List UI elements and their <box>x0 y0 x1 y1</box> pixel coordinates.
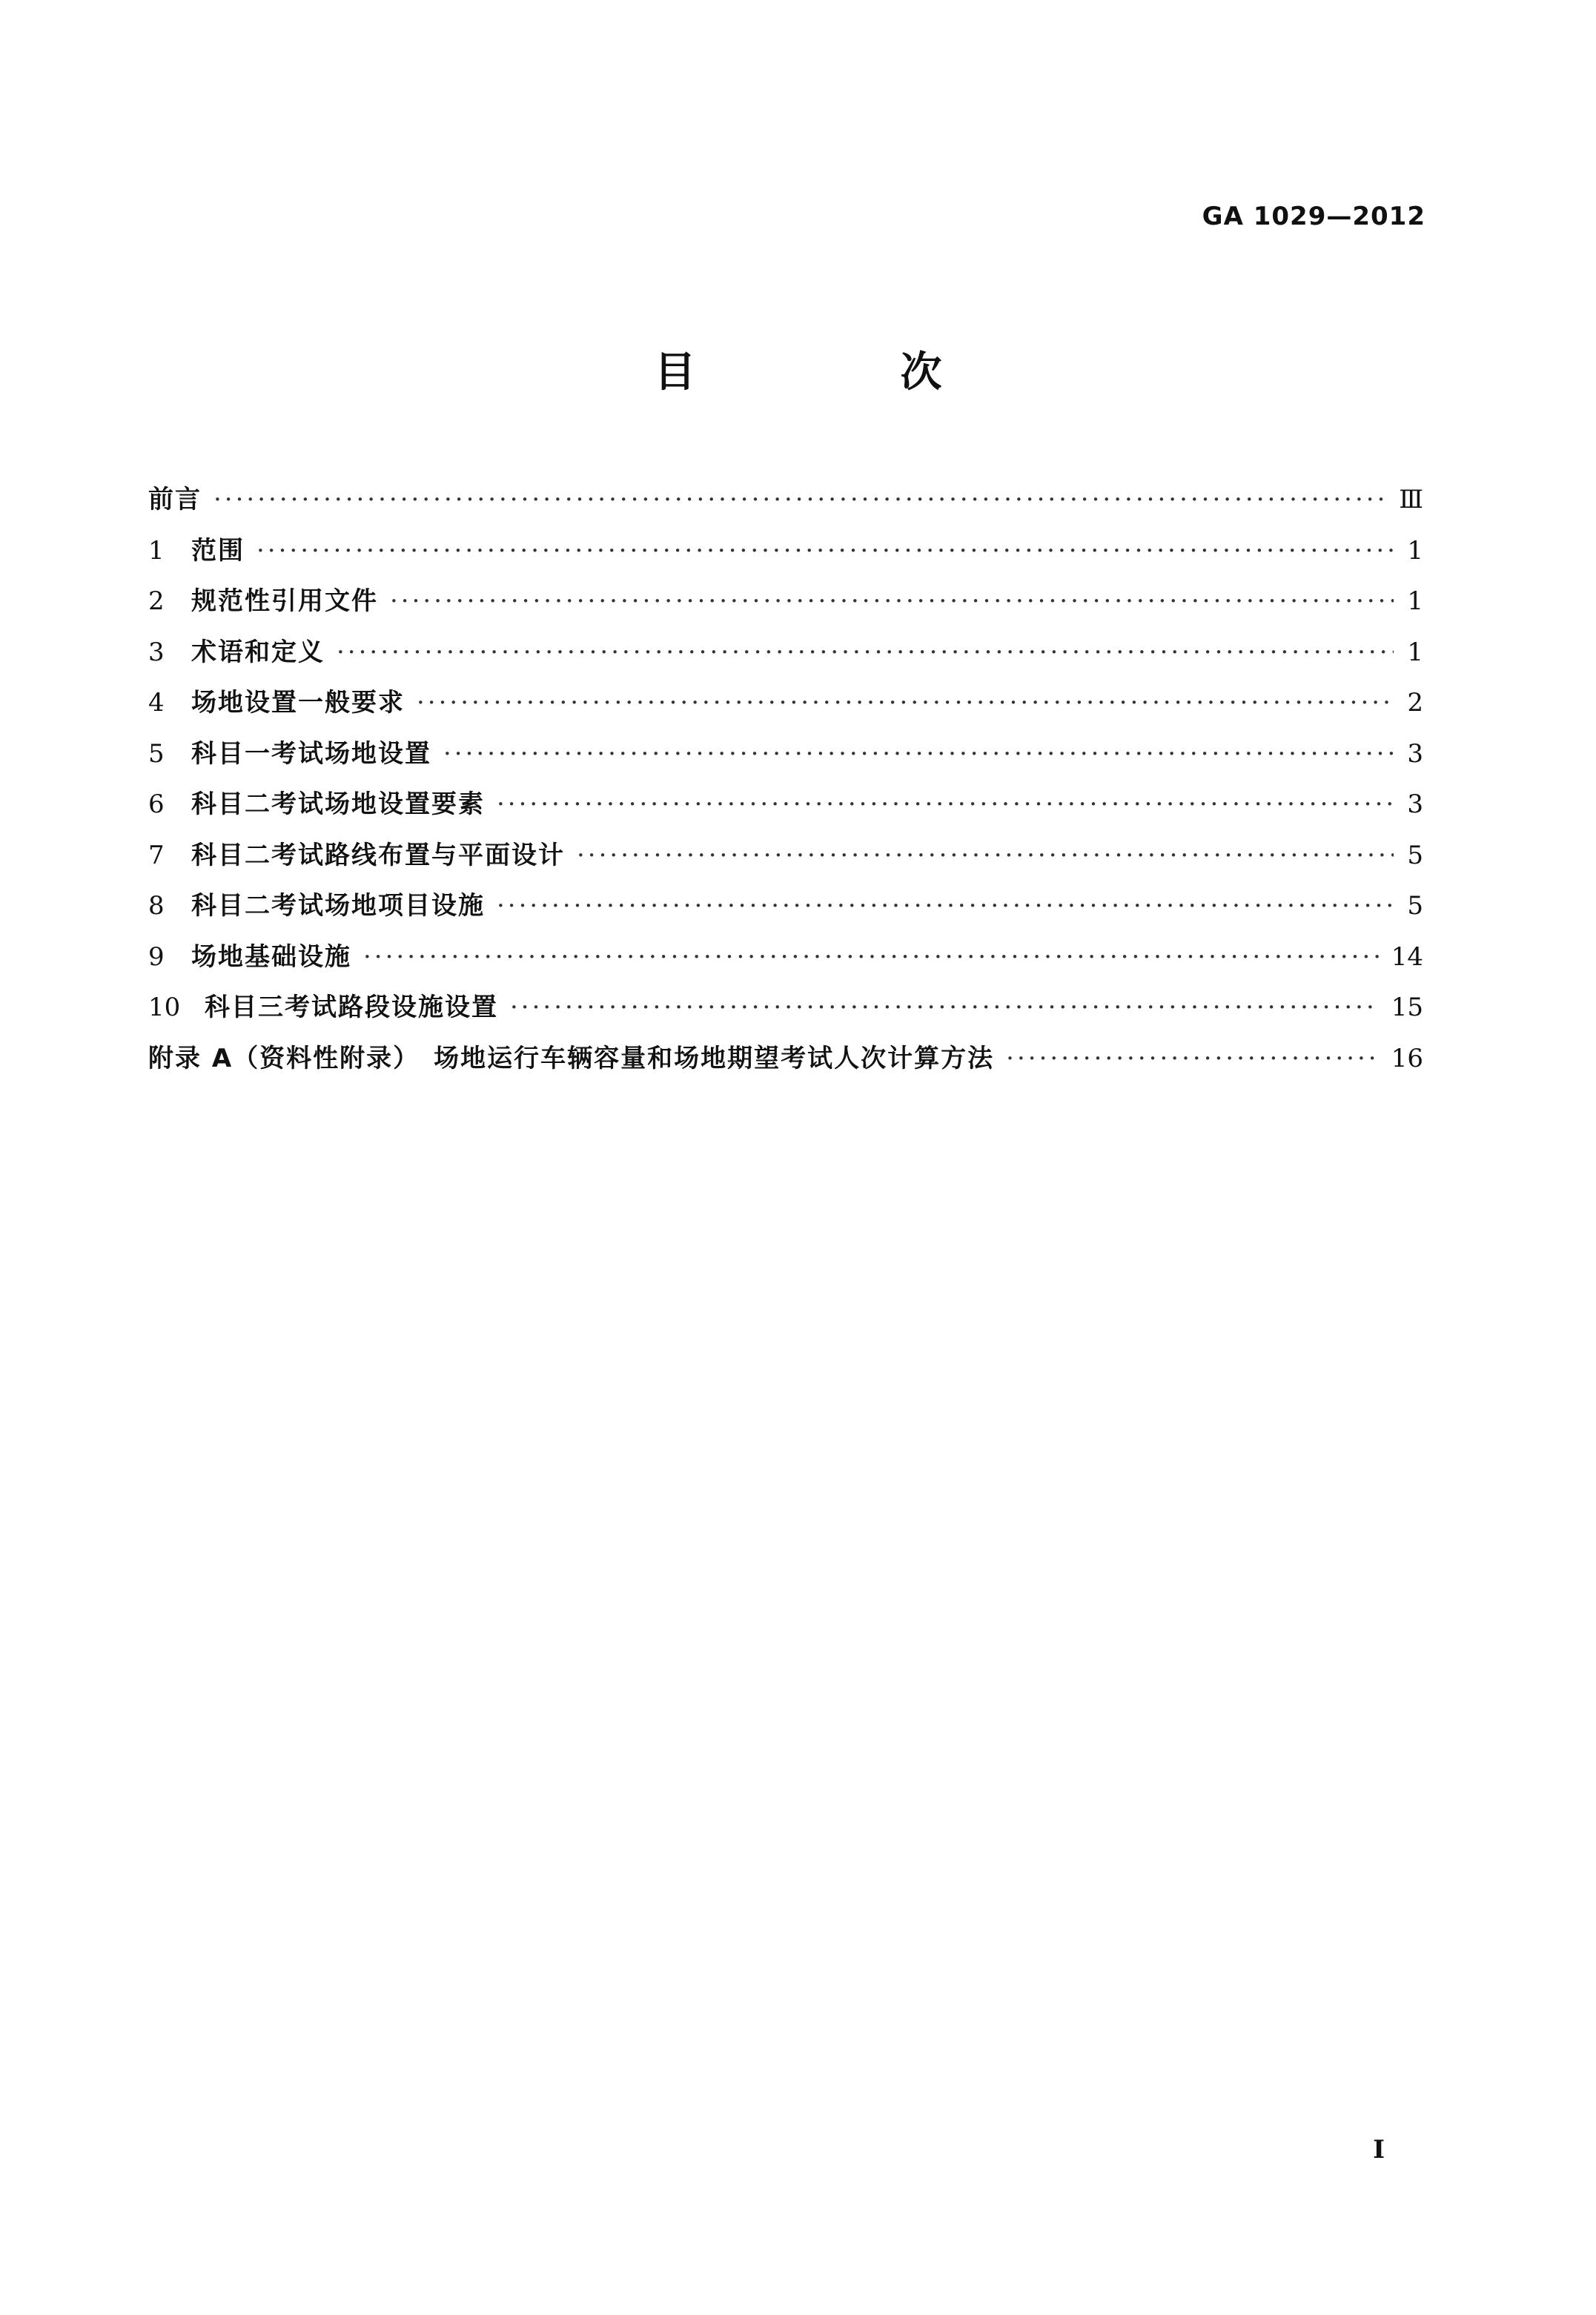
toc-entry-number: 4 <box>148 688 165 718</box>
toc-entry-text: 附录 A（资料性附录） 场地运行车辆容量和场地期望考试人次计算方法 <box>148 1043 995 1073</box>
toc-leader-dots <box>510 982 1380 1033</box>
toc-entry-7[interactable] <box>148 830 1423 881</box>
toc-entry-number: 1 <box>148 535 165 566</box>
toc-entry-2[interactable] <box>148 576 1423 627</box>
toc-entry-5[interactable] <box>148 729 1423 780</box>
toc-entry-page: 3 <box>1407 789 1423 819</box>
toc-leader-dots <box>213 474 1387 526</box>
page-number: I <box>1373 2135 1385 2165</box>
toc-entry-text: 范围 <box>191 535 245 566</box>
toc-entry-page: 2 <box>1407 688 1423 718</box>
toc-entry-number: 10 <box>148 993 181 1022</box>
toc-entry-10[interactable] <box>148 982 1423 1033</box>
toc-entry-8[interactable] <box>148 881 1423 932</box>
toc-entry-page: 15 <box>1391 993 1423 1022</box>
toc-leader-dots <box>417 678 1394 729</box>
toc-entry-page: 16 <box>1391 1043 1423 1073</box>
toc-entry-text: 科目二考试场地设置要素 <box>191 789 485 819</box>
toc-entry-text: 科目三考试路段设施设置 <box>205 993 498 1022</box>
toc-leader-dots <box>1006 1033 1380 1084</box>
toc-entry-number: 8 <box>148 891 165 921</box>
toc-entry-page: 1 <box>1407 535 1423 566</box>
toc-leader-dots <box>363 932 1380 983</box>
toc-entry-number: 7 <box>148 840 165 870</box>
toc-leader-dots <box>497 881 1394 932</box>
toc-entry-number: 2 <box>148 586 165 616</box>
toc-leader-dots <box>256 526 1394 577</box>
toc-entry-page: Ⅲ <box>1399 485 1423 514</box>
toc-entry-text: 科目二考试路线布置与平面设计 <box>191 840 565 870</box>
toc-entry-6[interactable] <box>148 779 1423 830</box>
toc-entry-text: 科目一考试场地设置 <box>191 738 431 769</box>
page-title: 目 次 <box>654 348 1024 397</box>
toc-entry-text: 术语和定义 <box>191 637 325 667</box>
toc-entry-9[interactable] <box>148 932 1423 983</box>
toc-leader-dots <box>337 627 1394 678</box>
toc-entry-page: 1 <box>1407 586 1423 616</box>
toc-entry-number: 3 <box>148 637 165 667</box>
toc-entry-number: 5 <box>148 738 165 769</box>
toc-entry-1[interactable] <box>148 526 1423 577</box>
toc-entry-appendix-a[interactable] <box>148 1033 1423 1084</box>
toc-entry-text: 场地基础设施 <box>191 941 351 972</box>
toc-entry-text: 前言 <box>148 485 202 514</box>
toc-entry-text: 场地设置一般要求 <box>191 688 405 718</box>
toc-entry-text: 科目二考试场地项目设施 <box>191 891 485 921</box>
toc-entry-page: 1 <box>1407 637 1423 667</box>
toc-entry-number: 6 <box>148 789 165 819</box>
toc-leader-dots <box>443 729 1394 780</box>
toc-entry-page: 14 <box>1391 941 1423 972</box>
toc-leader-dots <box>497 779 1394 830</box>
toc-entry-page: 3 <box>1407 738 1423 769</box>
toc-entry-number: 9 <box>148 941 165 972</box>
toc-entry-foreword[interactable] <box>148 474 1423 526</box>
toc-leader-dots <box>577 830 1394 881</box>
table-of-contents <box>148 474 1423 1084</box>
toc-entry-text: 规范性引用文件 <box>191 586 378 616</box>
standard-code: GA 1029—2012 <box>1202 202 1426 231</box>
toc-entry-3[interactable] <box>148 627 1423 678</box>
toc-entry-page: 5 <box>1407 891 1423 921</box>
toc-entry-4[interactable] <box>148 678 1423 729</box>
toc-leader-dots <box>390 576 1394 627</box>
toc-entry-page: 5 <box>1407 840 1423 870</box>
